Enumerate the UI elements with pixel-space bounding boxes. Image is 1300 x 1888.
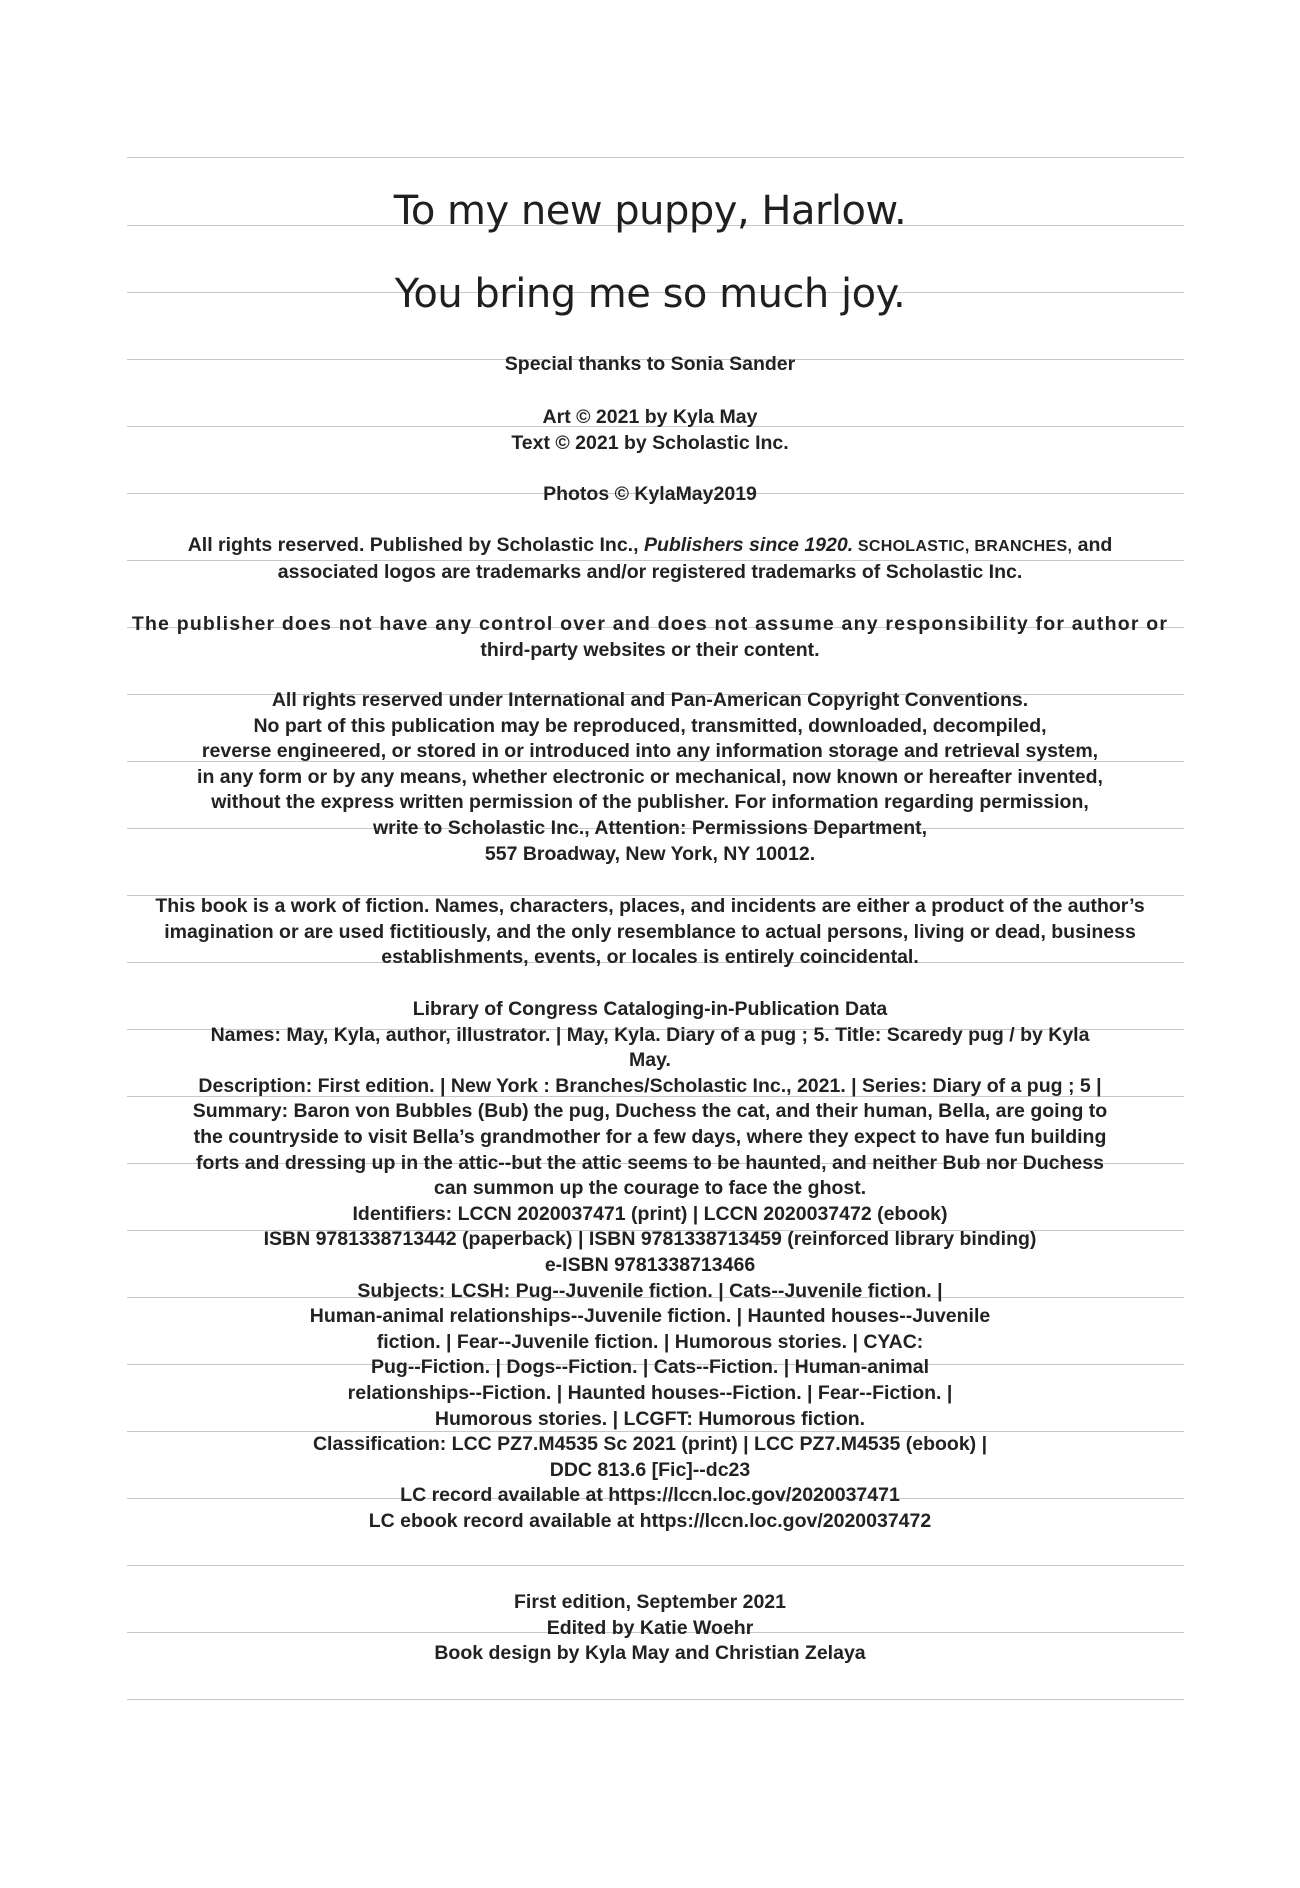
ruled-line xyxy=(127,157,1184,158)
rights-line: associated logos are trademarks and/or registered trademarks of Scholastic Inc. xyxy=(277,560,1023,583)
cip-data xyxy=(100,997,1200,1534)
rights-notice xyxy=(100,533,1200,585)
fiction-line: imagination or are used fictitiously, and the only resemblance to actual persons, living or dead, business xyxy=(164,920,1136,943)
disclaimer-line: third-party websites or their content. xyxy=(480,638,820,661)
text-credit: Text © 2021 by Scholastic Inc. xyxy=(511,431,789,454)
copyright-line: All rights reserved under International and Pan-American Copyright Conventions. xyxy=(271,689,1029,711)
copyright-line: 557 Broadway, New York, NY 10012. xyxy=(484,842,816,865)
publishers-since: Publishers since 1920. xyxy=(643,534,854,556)
copyright-notice xyxy=(100,688,1200,867)
editor-line: Edited by Katie Woehr xyxy=(546,1616,754,1639)
edition-info xyxy=(100,1590,1200,1667)
cip-line: Names: May, Kyla, author, illustrator. | May, Kyla. Diary of a pug ; 5. Title: Scaredy pug / by Kyla xyxy=(210,1023,1090,1046)
copyright-line: reverse engineered, or stored in or introduced into any information storage and retrieval system, xyxy=(201,740,1099,763)
dedication-line: You bring me so much joy. xyxy=(394,271,906,317)
design-line: Book design by Kyla May and Christian Zelaya xyxy=(434,1642,866,1665)
cip-line: Library of Congress Cataloging-in-Publication Data xyxy=(412,998,888,1020)
publisher-disclaimer xyxy=(100,612,1200,663)
fiction-notice xyxy=(100,894,1200,971)
cip-line: Human-animal relationships--Juvenile fiction. | Haunted houses--Juvenile xyxy=(309,1305,991,1328)
copyright-line: without the express written permission of the publisher. For information regarding permission, xyxy=(211,791,1089,814)
cip-line: can summon up the courage to face the ghost. xyxy=(433,1177,867,1200)
cip-line: relationships--Fiction. | Haunted houses--Fiction. | Fear--Fiction. | xyxy=(347,1381,953,1404)
rights-line: All rights reserved. Published by Scholastic Inc., Publishers since 1920. SCHOLASTIC, BRANCHES, and xyxy=(187,534,1113,556)
ruled-line xyxy=(127,1699,1184,1700)
fiction-line: establishments, events, or locales is entirely coincidental. xyxy=(381,946,919,969)
copyright-line: No part of this publication may be reproduced, transmitted, downloaded, decompiled, xyxy=(253,714,1047,737)
lc-ebook-record-link: LC ebook record available at https://lccn.loc.gov/2020037472 xyxy=(368,1509,932,1532)
art-text-credits xyxy=(100,405,1200,456)
cip-line: Subjects: LCSH: Pug--Juvenile fiction. | Cats--Juvenile fiction. | xyxy=(357,1279,943,1302)
cip-line: forts and dressing up in the attic--but the attic seems to be haunted, and neither Bub nor Duchess xyxy=(196,1151,1104,1174)
copyright-line: in any form or by any means, whether electronic or mechanical, now known or hereafter invented, xyxy=(197,765,1103,788)
disclaimer-line: The publisher does not have any control over and does not assume any responsibility for author or xyxy=(131,613,1169,635)
cip-line: ISBN 9781338713442 (paperback) | ISBN 9781338713459 (reinforced library binding) xyxy=(263,1228,1037,1251)
cip-line: fiction. | Fear--Juvenile fiction. | Humorous stories. | CYAC: xyxy=(376,1330,924,1353)
fiction-line: This book is a work of fiction. Names, characters, places, and incidents are either a product of the author’s xyxy=(155,895,1145,917)
cip-line: e-ISBN 9781338713466 xyxy=(544,1253,756,1276)
cip-line: Identifiers: LCCN 2020037471 (print) | LCCN 2020037472 (ebook) xyxy=(352,1202,948,1225)
photos-credit: Photos © KylaMay2019 xyxy=(543,483,757,505)
art-credit: Art © 2021 by Kyla May xyxy=(542,406,758,428)
cip-line: Humorous stories. | LCGFT: Humorous fiction. xyxy=(434,1407,866,1430)
dedication xyxy=(100,170,1200,336)
edition-line: First edition, September 2021 xyxy=(513,1591,786,1613)
special-thanks: Special thanks to Sonia Sander xyxy=(504,353,796,375)
cip-line: DDC 813.6 [Fic]--dc23 xyxy=(549,1458,751,1481)
trademark-names: SCHOLASTIC, BRANCHES, xyxy=(853,538,1073,555)
copyright-line: write to Scholastic Inc., Attention: Permissions Department, xyxy=(372,816,928,839)
cip-line: Description: First edition. | New York : Branches/Scholastic Inc., 2021. | Series: Diary of a pug ; 5 | xyxy=(198,1074,1102,1097)
cip-line: Classification: LCC PZ7.M4535 Sc 2021 (print) | LCC PZ7.M4535 (ebook) | xyxy=(312,1433,988,1456)
cip-line: Pug--Fiction. | Dogs--Fiction. | Cats--Fiction. | Human-animal xyxy=(370,1356,930,1379)
lc-record-link: LC record available at https://lccn.loc.gov/2020037471 xyxy=(400,1484,900,1507)
cip-line: Summary: Baron von Bubbles (Bub) the pug, Duchess the cat, and their human, Bella, are going to xyxy=(192,1100,1108,1123)
ruled-line xyxy=(127,1565,1184,1566)
cip-line: May. xyxy=(629,1049,671,1072)
cip-line: the countryside to visit Bella’s grandmother for a few days, where they expect to have fun building xyxy=(193,1125,1107,1148)
dedication-line: To my new puppy, Harlow. xyxy=(393,188,907,234)
